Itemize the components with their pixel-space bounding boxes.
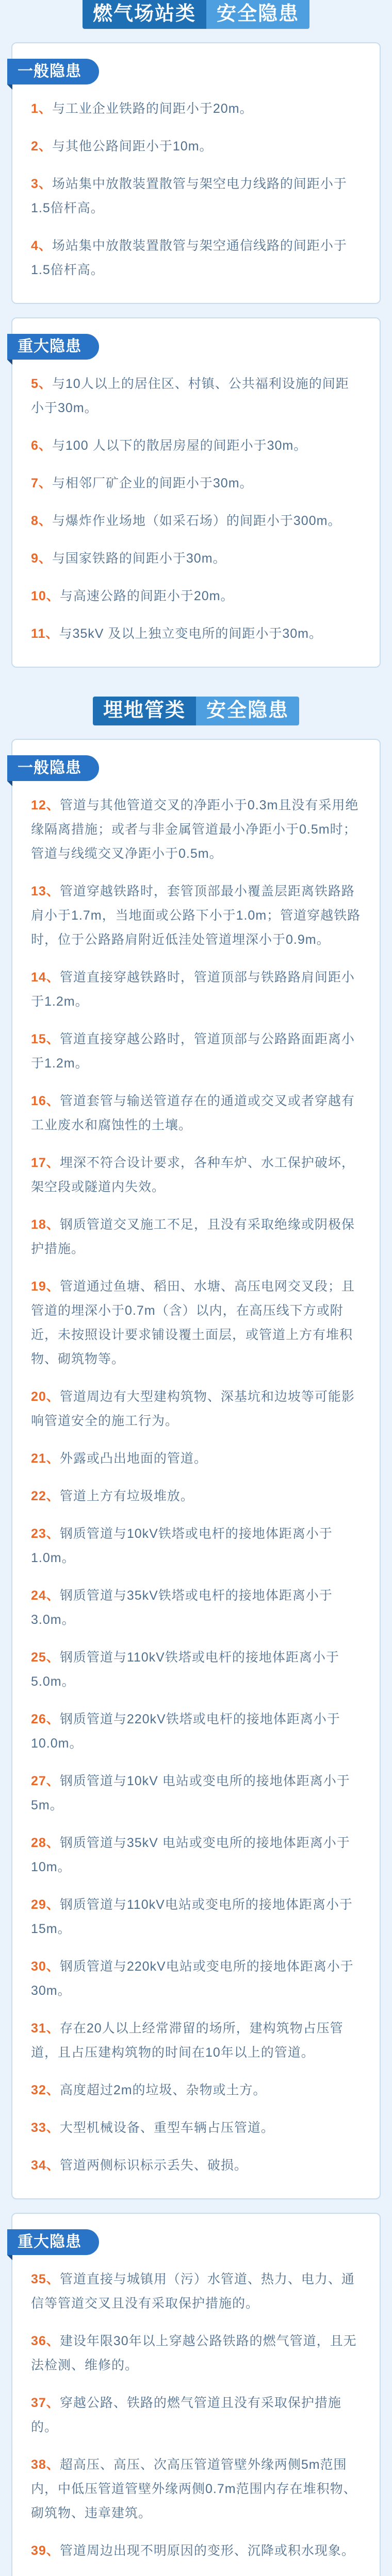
hazard-item-number: 36、 — [31, 2333, 60, 2348]
hazard-item — [31, 965, 361, 1014]
hazard-item-text: 与高速公路的间距小于20m。 — [59, 588, 234, 603]
hazard-item — [31, 1707, 361, 1756]
hazard-item — [31, 1447, 361, 1471]
hazard-item-text: 埋深不符合设计要求，各种车炉、水工保护破坏，架空段或隧道内失效。 — [31, 1155, 355, 1194]
hazard-item — [31, 1646, 361, 1694]
hazard-item-text: 高度超过2m的垃圾、杂物或土方。 — [59, 2082, 267, 2097]
section2-banner — [0, 697, 392, 725]
hazard-item — [31, 2078, 361, 2103]
section2-title-suffix: 安全隐患 — [196, 697, 299, 725]
hazard-item-number: 27、 — [31, 1773, 60, 1788]
section2-general-list — [31, 793, 361, 2178]
hazard-item — [31, 1831, 361, 1879]
hazard-item — [31, 434, 361, 458]
hazard-item-text: 管道与其他管道交叉的净距小于0.3m且没有采用绝缘隔离措施；或者与非金属管道最小净距小于0.5m时；管道与线缆交叉净距小于0.5m。 — [31, 798, 359, 861]
hazard-item-number: 14、 — [31, 970, 60, 985]
hazard-item — [31, 2453, 361, 2526]
hazard-item-text: 钢质管道与220kV电站或变电所的接地体距离小于30m。 — [31, 1959, 354, 1998]
hazard-item-number: 32、 — [31, 2082, 60, 2097]
hazard-item-text: 穿越公路、铁路的燃气管道且没有采取保护措施的。 — [31, 2395, 341, 2434]
hazard-item-number: 7、 — [31, 476, 52, 490]
hazard-item-number: 6、 — [31, 438, 52, 453]
hazard-item-number: 38、 — [31, 2457, 60, 2472]
hazard-item-text: 钢质管道与110kV铁塔或电杆的接地体距离小于5.0m。 — [31, 1650, 339, 1689]
hazard-item — [31, 1769, 361, 1818]
hazard-item — [31, 172, 361, 221]
section2-title-category: 埋地管类 — [93, 697, 196, 725]
hazard-item-number: 3、 — [31, 176, 52, 191]
section2-major-list — [31, 2267, 361, 2576]
hazard-item — [31, 234, 361, 282]
hazard-item-number: 12、 — [31, 798, 60, 812]
hazard-item-number: 2、 — [31, 139, 52, 154]
hazard-item-text: 管道直接穿越铁路时，管道顶部与铁路路肩间距小于1.2m。 — [31, 970, 355, 1009]
hazard-item — [31, 471, 361, 496]
hazard-item-number: 13、 — [31, 884, 60, 899]
hazard-item — [31, 1522, 361, 1570]
hazard-item-number: 5、 — [31, 376, 52, 391]
section1-general-tab: 一般隐患 — [7, 59, 99, 84]
hazard-item-number: 11、 — [31, 626, 59, 641]
hazard-item-text: 钢质管道与10kV 电站或变电所的接地体距离小于5m。 — [31, 1773, 350, 1812]
section1-title-suffix: 安全隐患 — [206, 0, 309, 29]
hazard-item-number: 34、 — [31, 2158, 60, 2173]
hazard-item — [31, 1893, 361, 1941]
hazard-item — [31, 1275, 361, 1371]
section1-major-tab: 重大隐患 — [7, 334, 99, 360]
hazard-item-number: 8、 — [31, 513, 52, 528]
hazard-item-text: 钢质管道与35kV 电站或变电所的接地体距离小于10m。 — [31, 1835, 350, 1874]
hazard-item — [31, 2329, 361, 2378]
hazard-item-text: 管道直接穿越公路时，管道顶部与公路路面距离小于1.2m。 — [31, 1031, 355, 1071]
hazard-item-number: 30、 — [31, 1959, 60, 1974]
section2-major-card — [11, 2213, 381, 2576]
hazard-item-number: 20、 — [31, 1389, 60, 1404]
hazard-item — [31, 97, 361, 121]
section1-general-card — [11, 42, 381, 304]
section2-general-card — [11, 739, 381, 2199]
hazard-item — [31, 584, 361, 608]
hazard-item-number: 10、 — [31, 588, 60, 603]
hazard-item-number: 1、 — [31, 101, 52, 116]
hazard-item-number: 24、 — [31, 1588, 60, 1603]
hazard-item-text: 管道周边出现不明原因的变形、沉降或积水现象。 — [59, 2543, 355, 2558]
hazard-item-text: 与100 人以下的散居房屋的间距小于30m。 — [52, 438, 307, 453]
hazard-item-number: 19、 — [31, 1279, 60, 1294]
hazard-item — [31, 547, 361, 571]
hazard-item — [31, 879, 361, 952]
hazard-item — [31, 1584, 361, 1632]
hazard-item-text: 管道套管与输送管道存在的通道或交叉或者穿越有工业废水和腐蚀性的土壤。 — [31, 1093, 355, 1132]
hazard-item — [31, 1151, 361, 1199]
hazard-item-number: 15、 — [31, 1031, 60, 1046]
hazard-item-number: 29、 — [31, 1897, 60, 1912]
hazard-item — [31, 134, 361, 159]
hazard-item — [31, 622, 361, 646]
hazard-item — [31, 509, 361, 533]
hazard-item-number: 4、 — [31, 238, 52, 253]
hazard-item-number: 23、 — [31, 1526, 60, 1541]
hazard-item — [31, 1955, 361, 2003]
hazard-item — [31, 1027, 361, 1076]
hazard-item-text: 与国家铁路的间距小于30m。 — [52, 551, 226, 566]
hazard-item-text: 管道直接与城镇用（污）水管道、热力、电力、通信等管道交叉且没有采取保护措施的。 — [31, 2272, 355, 2311]
hazard-item-number: 21、 — [31, 1451, 60, 1466]
hazard-item-number: 26、 — [31, 1711, 60, 1726]
hazard-item-text: 钢质管道与35kV铁塔或电杆的接地体距离小于3.0m。 — [31, 1588, 333, 1627]
hazard-item-number: 25、 — [31, 1650, 60, 1665]
hazard-item-text: 钢质管道与110kV电站或变电所的接地体距离小于15m。 — [31, 1897, 353, 1936]
hazard-item — [31, 793, 361, 866]
hazard-item-text: 建设年限30年以上穿越公路铁路的燃气管道，且无法检测、维修的。 — [31, 2333, 357, 2372]
hazard-item — [31, 2539, 361, 2563]
hazard-item-text: 钢质管道与10kV铁塔或电杆的接地体距离小于1.0m。 — [31, 1526, 333, 1565]
hazard-item-text: 与其他公路间距小于10m。 — [52, 139, 213, 154]
hazard-item-text: 钢质管道与220kV铁塔或电杆的接地体距离小于10.0m。 — [31, 1711, 340, 1751]
section2-general-tab: 一般隐患 — [7, 755, 99, 781]
hazard-item-number: 37、 — [31, 2395, 60, 2410]
hazard-item — [31, 1385, 361, 1433]
hazard-item — [31, 372, 361, 420]
section2-major-tab: 重大隐患 — [7, 2229, 99, 2255]
hazard-item-number: 33、 — [31, 2120, 60, 2135]
hazard-item-text: 场站集中放散装置散管与架空通信线路的间距小于1.5倍杆高。 — [31, 238, 347, 277]
hazard-item — [31, 2391, 361, 2439]
hazard-item-text: 与35kV 及以上独立变电所的间距小于30m。 — [59, 626, 322, 641]
section1-title-category: 燃气场站类 — [83, 0, 206, 29]
hazard-item-number: 17、 — [31, 1155, 60, 1170]
hazard-item — [31, 1089, 361, 1138]
hazard-item — [31, 2154, 361, 2178]
hazard-item-number: 22、 — [31, 1488, 60, 1503]
hazard-item-text: 超高压、高压、次高压管道管壁外缘两侧5m范围内，中低压管道管壁外缘两侧0.7m范围内存在堆积物、砌筑物、违章建筑。 — [31, 2457, 357, 2520]
section1-major-list — [31, 372, 361, 646]
hazard-item-text: 与爆炸作业场地（如采石场）的间距小于300m。 — [52, 513, 341, 528]
hazard-item-text: 管道上方有垃圾堆放。 — [59, 1488, 194, 1503]
hazard-item-text: 管道通过鱼塘、稻田、水塘、高压电网交叉段；且管道的埋深小于0.7m（含）以内，在高压线下方或附近，未按照设计要求铺设覆土面层，或管道上方有堆积物、砌筑物等。 — [31, 1279, 355, 1366]
hazard-item — [31, 2016, 361, 2065]
hazard-item-number: 9、 — [31, 551, 52, 566]
section1-general-list — [31, 97, 361, 282]
hazard-item-number: 39、 — [31, 2543, 60, 2558]
hazard-item-text: 与10人以上的居住区、村镇、公共福利设施的间距小于30m。 — [31, 376, 349, 415]
hazard-item-text: 存在20人以上经常滞留的场所，建构筑物占压管道，且占压建构筑物的时间在10年以上的管道。 — [31, 2021, 344, 2060]
hazard-item — [31, 2116, 361, 2140]
hazard-item-text: 管道两侧标识标示丢失、破损。 — [59, 2158, 248, 2173]
hazard-item-text: 管道周边有大型建构筑物、深基坑和边坡等可能影响管道安全的施工行为。 — [31, 1389, 355, 1428]
hazard-item — [31, 1484, 361, 1509]
hazard-item-text: 大型机械设备、重型车辆占压管道。 — [59, 2120, 274, 2135]
hazard-item-number: 35、 — [31, 2272, 60, 2286]
hazard-item-number: 18、 — [31, 1217, 60, 1232]
hazard-item-text: 与工业企业铁路的间距小于20m。 — [52, 101, 253, 116]
hazard-item-text: 钢质管道交叉施工不足，且没有采取绝缘或阴极保护措施。 — [31, 1217, 355, 1256]
hazard-item-number: 31、 — [31, 2021, 60, 2036]
hazard-item-number: 16、 — [31, 1093, 60, 1108]
hazard-item-text: 外露或凸出地面的管道。 — [59, 1451, 207, 1466]
section1-major-card — [11, 317, 381, 668]
hazard-item — [31, 2267, 361, 2316]
hazard-item — [31, 1213, 361, 1261]
hazard-item-text: 场站集中放散装置散管与架空电力线路的间距小于1.5倍杆高。 — [31, 176, 347, 215]
hazard-item-text: 管道穿越铁路时，套管顶部最小覆盖层距离铁路路肩小于1.7m，当地面或公路下小于1.0m；管道穿越铁路时，位于公路路肩附近低洼处管道埋深小于0.9m。 — [31, 884, 361, 947]
hazard-item-number: 28、 — [31, 1835, 60, 1850]
hazard-item-text: 与相邻厂矿企业的间距小于30m。 — [52, 476, 253, 490]
section1-banner — [0, 0, 392, 29]
